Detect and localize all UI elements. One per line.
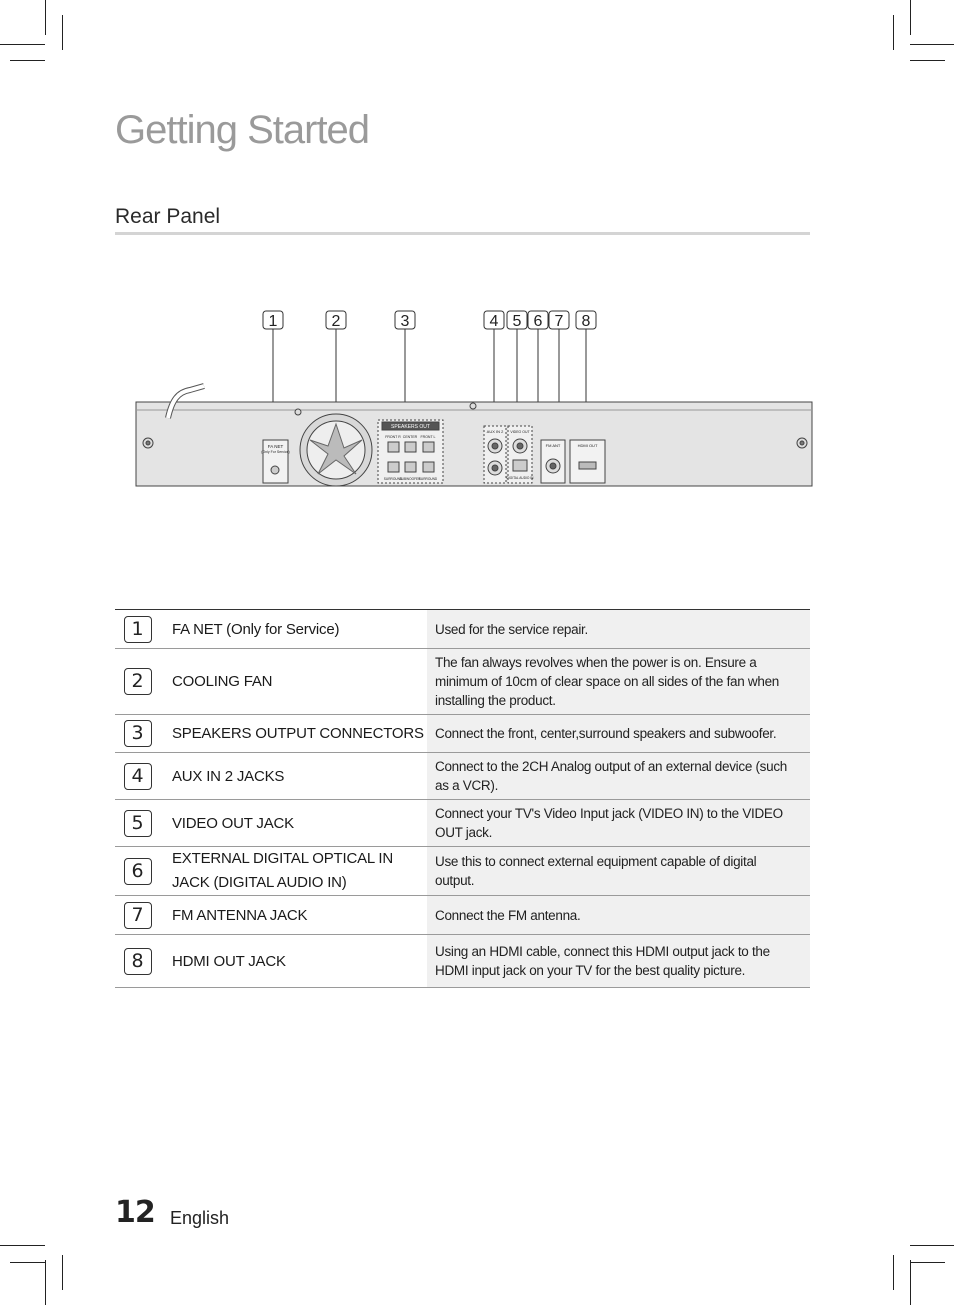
callout-8 [576,311,596,330]
center-label: CENTER [402,435,418,439]
surround-l-label: SURROUND [418,477,438,481]
crop-mark [893,15,894,50]
fa-net-sublabel: (Only For Service) [261,450,290,454]
rear-panel-diagram [130,300,820,500]
callout-1 [263,311,283,330]
row-description: Connect your TV's Video Input jack (VIDEO IN) to the VIDEO OUT jack. [427,800,810,847]
row-number: 5 [124,810,152,837]
crop-mark [0,1245,45,1246]
row-description: Used for the service repair. [427,610,810,649]
callout-label: 3 [400,313,410,330]
table-row [115,800,810,847]
row-name: AUX IN 2 JACKS [160,753,427,800]
table-row [115,610,810,649]
crop-mark [62,15,63,50]
callout-label: 5 [512,313,522,330]
chassis [136,386,812,486]
video-out-label: VIDEO OUT [510,430,530,434]
surround-r-label: SURROUND [383,477,403,481]
section-title: Getting Started [115,108,370,152]
crop-mark [910,1262,945,1263]
title-underline [115,232,810,235]
page-number: 12 [115,1195,155,1230]
crop-mark [10,1262,45,1263]
crop-mark [62,1255,63,1290]
row-number: 8 [124,948,152,975]
row-description: The fan always revolves when the power is on. Ensure a minimum of 10cm of clear space on all sides of the fan when installing the product. [427,649,810,715]
row-description: Use this to connect external equipment capable of digital output. [427,847,810,896]
digital-audio-in-label: DIGITAL AUDIO IN [506,476,534,480]
row-description: Connect the front, center,surround speakers and subwoofer. [427,715,810,753]
page-language: English [170,1208,230,1228]
table-row [115,935,810,988]
front-r-label: FRONT R [385,435,401,439]
table-row [115,715,810,753]
crop-mark [910,1245,954,1246]
row-description: Connect the FM antenna. [427,896,810,935]
callout-label: 7 [554,313,564,330]
row-number: 6 [124,858,152,885]
table-row [115,649,810,715]
callout-label: 8 [581,313,591,330]
callout-label: 1 [268,313,278,330]
crop-mark [0,44,45,45]
row-description: Using an HDMI cable, connect this HDMI output jack to the HDMI input jack on your TV for the best quality picture. [427,935,810,988]
crop-mark [45,1260,46,1305]
callout-label: 4 [489,313,499,330]
fm-ant-label: FM ANT [545,443,561,448]
table-row [115,896,810,935]
row-number: 4 [124,763,152,790]
row-number: 1 [124,616,152,643]
callout-label: 2 [331,313,341,330]
crop-mark [10,60,45,61]
crop-mark [893,1255,894,1290]
row-number: 3 [124,720,152,747]
table-row [115,847,810,896]
rear-panel-table [115,609,810,988]
front-l-label: FRONT L [420,435,436,439]
callout-7 [549,311,569,330]
callout-5 [507,311,527,330]
row-number: 7 [124,902,152,929]
aux-in-label: AUX IN 2 [486,429,504,434]
crop-mark [45,0,46,35]
crop-mark [910,0,911,35]
row-name: EXTERNAL DIGITAL OPTICAL IN JACK (DIGITAL AUDIO IN) [160,847,427,896]
crop-mark [910,60,945,61]
callout-6 [528,311,548,330]
row-name: VIDEO OUT JACK [160,800,427,847]
subsection-title: Rear Panel [115,205,221,228]
row-name: HDMI OUT JACK [160,935,427,988]
row-number: 2 [124,668,152,695]
row-name: FA NET (Only for Service) [160,610,427,649]
callout-2 [326,311,346,330]
crop-mark [910,44,954,45]
subwoofer-label: SUBWOOFER [399,477,421,481]
crop-mark [910,1260,911,1305]
table-row [115,753,810,800]
callout-4 [484,311,504,330]
hdmi-out-label: HDMI OUT [577,443,598,448]
speakers-out-label: SPEAKERS OUT [391,424,430,430]
row-name: COOLING FAN [160,649,427,715]
fa-net-label: FA NET [267,444,284,449]
row-name: SPEAKERS OUTPUT CONNECTORS [160,715,427,753]
row-description: Connect to the 2CH Analog output of an external device (such as a VCR). [427,753,810,800]
row-name: FM ANTENNA JACK [160,896,427,935]
callout-label: 6 [533,313,543,330]
callout-3 [395,311,415,330]
